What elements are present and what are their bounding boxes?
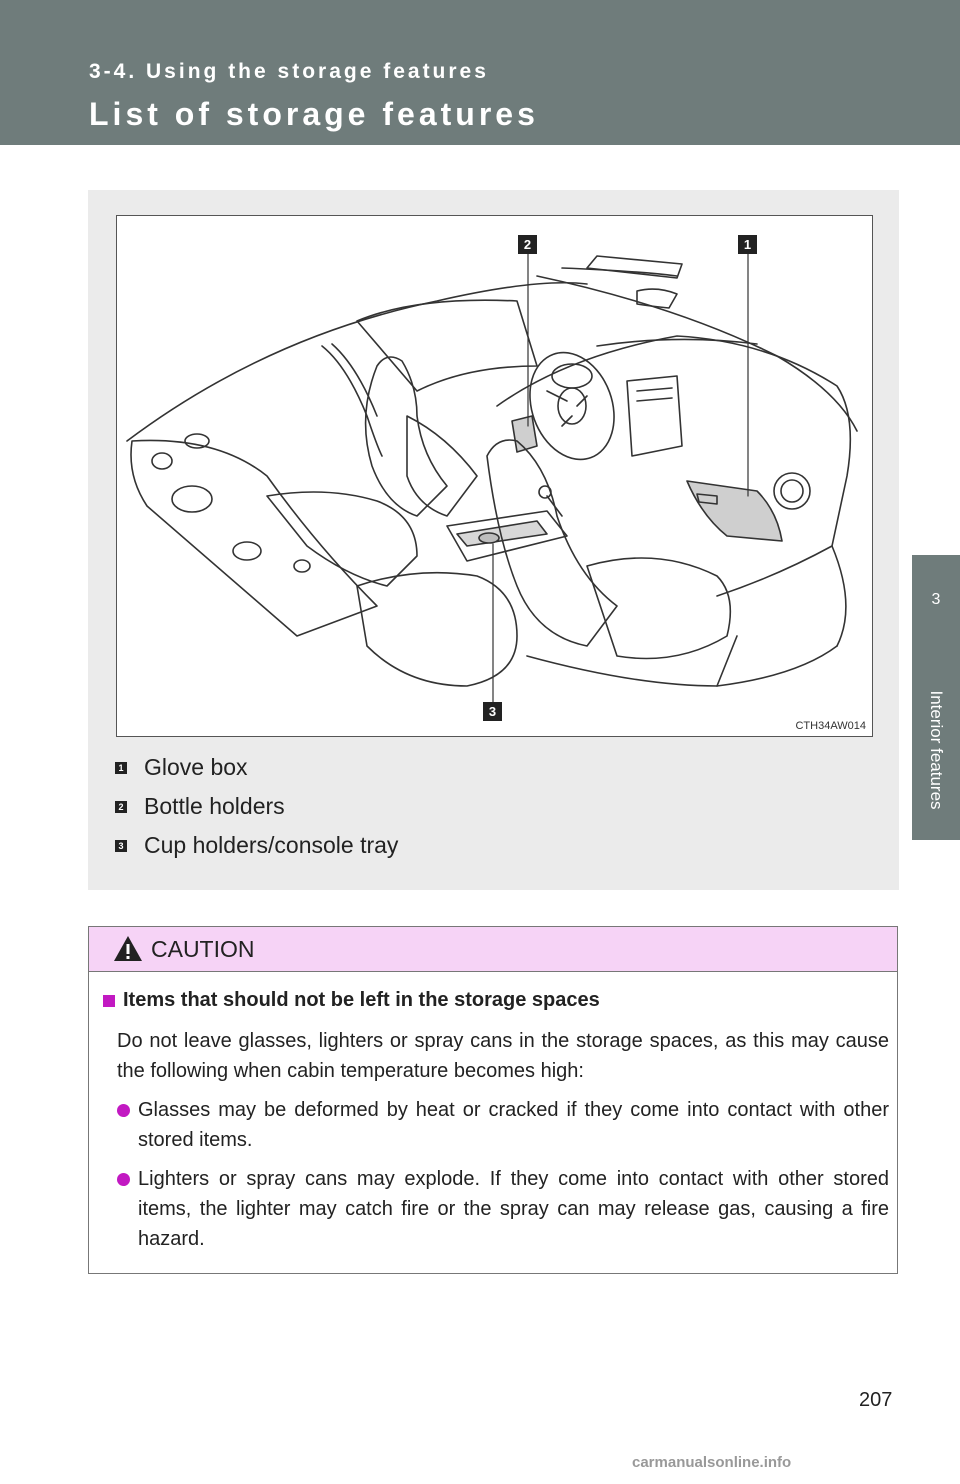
legend-number: 2 [115, 801, 127, 813]
legend-label: Glove box [144, 754, 248, 780]
callout-marker: 2 [518, 235, 537, 254]
caution-bullet-text: Glasses may be deformed by heat or cracked if they come into contact with other stored items. [138, 1099, 889, 1151]
page-header [0, 0, 960, 145]
callout-marker: 1 [738, 235, 757, 254]
caution-subheading [103, 989, 889, 1012]
watermark[interactable]: carmanualsonline.info [632, 1454, 792, 1471]
chapter-label: Interior features [927, 690, 946, 810]
legend-label: Bottle holders [144, 793, 285, 819]
section-label: 3-4. Using the storage features [89, 60, 489, 83]
callout-marker: 3 [483, 702, 502, 721]
illustration-panel [88, 190, 899, 890]
page-number: 207 [859, 1389, 893, 1411]
page-title: List of storage features [89, 96, 539, 132]
car-interior-drawing [117, 216, 872, 736]
caution-body [103, 989, 889, 1254]
caution-bullet-text: Lighters or spray cans may explode. If they come into contact with other stored items, the lighter may catch fire or the spray can may release gas, causing a fire hazard. [138, 1168, 889, 1250]
caution-subheading-text: Items that should not be left in the storage spaces [123, 989, 600, 1011]
caution-bullet [117, 1095, 889, 1155]
chapter-number: 3 [931, 591, 941, 608]
car-interior-illustration [116, 215, 873, 737]
caution-bullet [117, 1164, 889, 1254]
legend-list [115, 748, 398, 865]
caution-intro: Do not leave glasses, lighters or spray cans in the storage spaces, as this may cause the following when cabin temperature becomes high: [117, 1030, 889, 1082]
circle-bullet-icon [117, 1173, 130, 1186]
legend-item [115, 748, 398, 787]
circle-bullet-icon [117, 1104, 130, 1117]
caution-label: CAUTION [151, 936, 255, 962]
legend-number: 1 [115, 762, 127, 774]
chapter-tab[interactable] [912, 555, 960, 840]
illustration-code: CTH34AW014 [795, 720, 866, 732]
caution-header [89, 927, 897, 972]
legend-item [115, 826, 398, 865]
caution-box [88, 926, 898, 1274]
legend-item [115, 787, 398, 826]
legend-number: 3 [115, 840, 127, 852]
square-bullet-icon [103, 995, 115, 1007]
legend-label: Cup holders/console tray [144, 832, 399, 858]
warning-icon [113, 935, 143, 962]
